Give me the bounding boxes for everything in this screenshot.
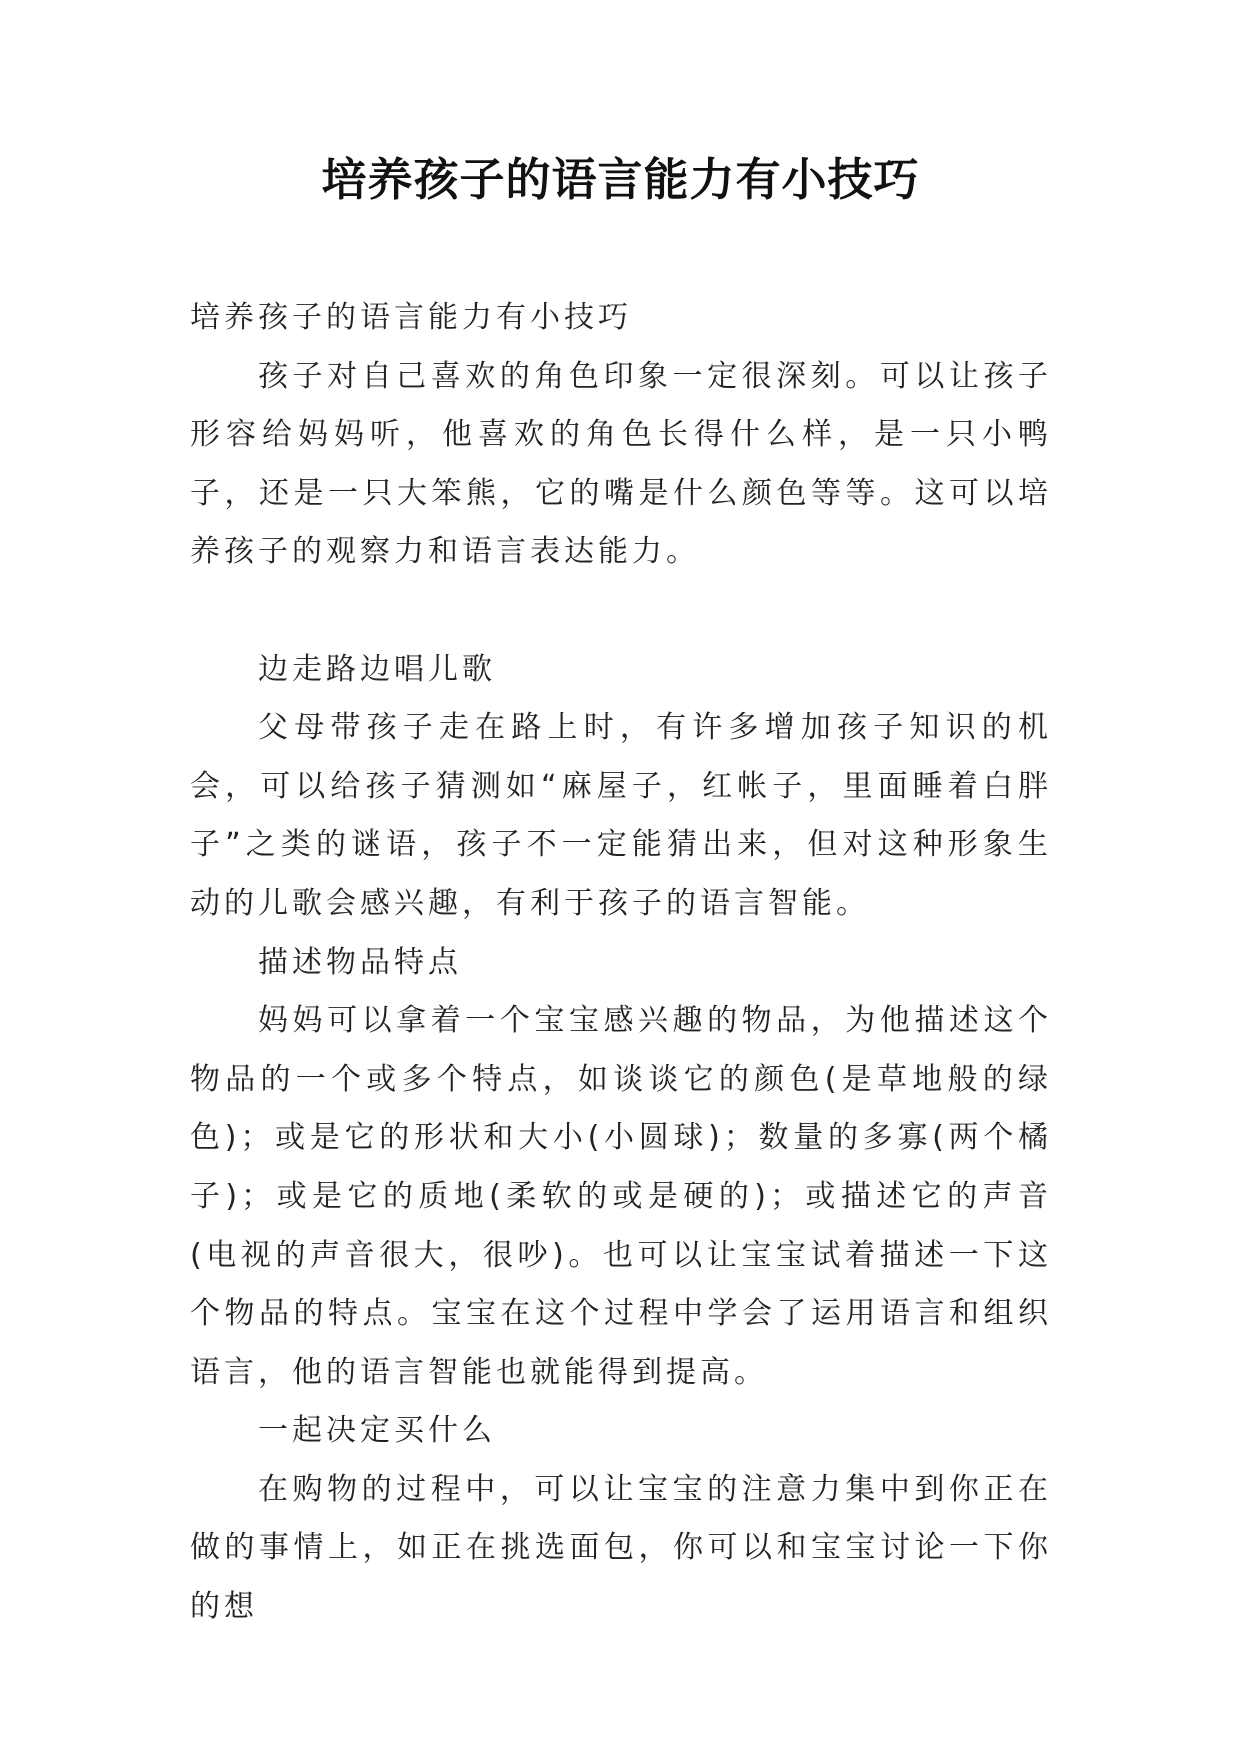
section-heading-describe: 描述物品特点 (258, 944, 462, 980)
document-title: 培养孩子的语言能力有小技巧 (321, 153, 920, 206)
document-body (190, 289, 1052, 1637)
section-heading-shopping: 一起决定买什么 (258, 1413, 496, 1449)
body-heading: 培养孩子的语言能力有小技巧 (190, 300, 632, 335)
paragraph-intro: 孩子对自己喜欢的角色印象一定很深刻。可以让孩子形容给妈妈听，他喜欢的角色长得什么样，是一只小鸭子，还是一只大笨熊，它的嘴是什么颜色等等。这可以培养孩子的观察力和语言表达能力。 (190, 358, 1052, 570)
paragraph-describe: 妈妈可以拿着一个宝宝感兴趣的物品，为他描述这个物品的一个或多个特点，如谈谈它的颜色(是草地般的绿色)；或是它的形状和大小(小圆球)；数量的多寡(两个橘子)；或是它的质地(柔软的或是硬的)；或描述它的声音(电视的声音很大，很吵)。也可以让宝宝试着描述一下这个物品的特点。宝宝在这个过程中学会了运用语言和组织语言，他的语言智能也就能得到提高。 (190, 1003, 1052, 1390)
paragraph-shopping: 在购物的过程中，可以让宝宝的注意力集中到你正在做的事情上，如正在挑选面包，你可以和宝宝讨论一下你的想 (190, 1471, 1052, 1625)
paragraph-singing: 父母带孩子走在路上时，有许多增加孩子知识的机会，可以给孩子猜测如“麻屋子，红帐子，里面睡着白胖子”之类的谜语，孩子不一定能猜出来，但对这种形象生动的儿歌会感兴趣，有利于孩子的语言智能。 (190, 710, 1052, 921)
paragraph-spacer (190, 582, 1052, 641)
section-heading-singing: 边走路边唱儿歌 (258, 651, 496, 687)
